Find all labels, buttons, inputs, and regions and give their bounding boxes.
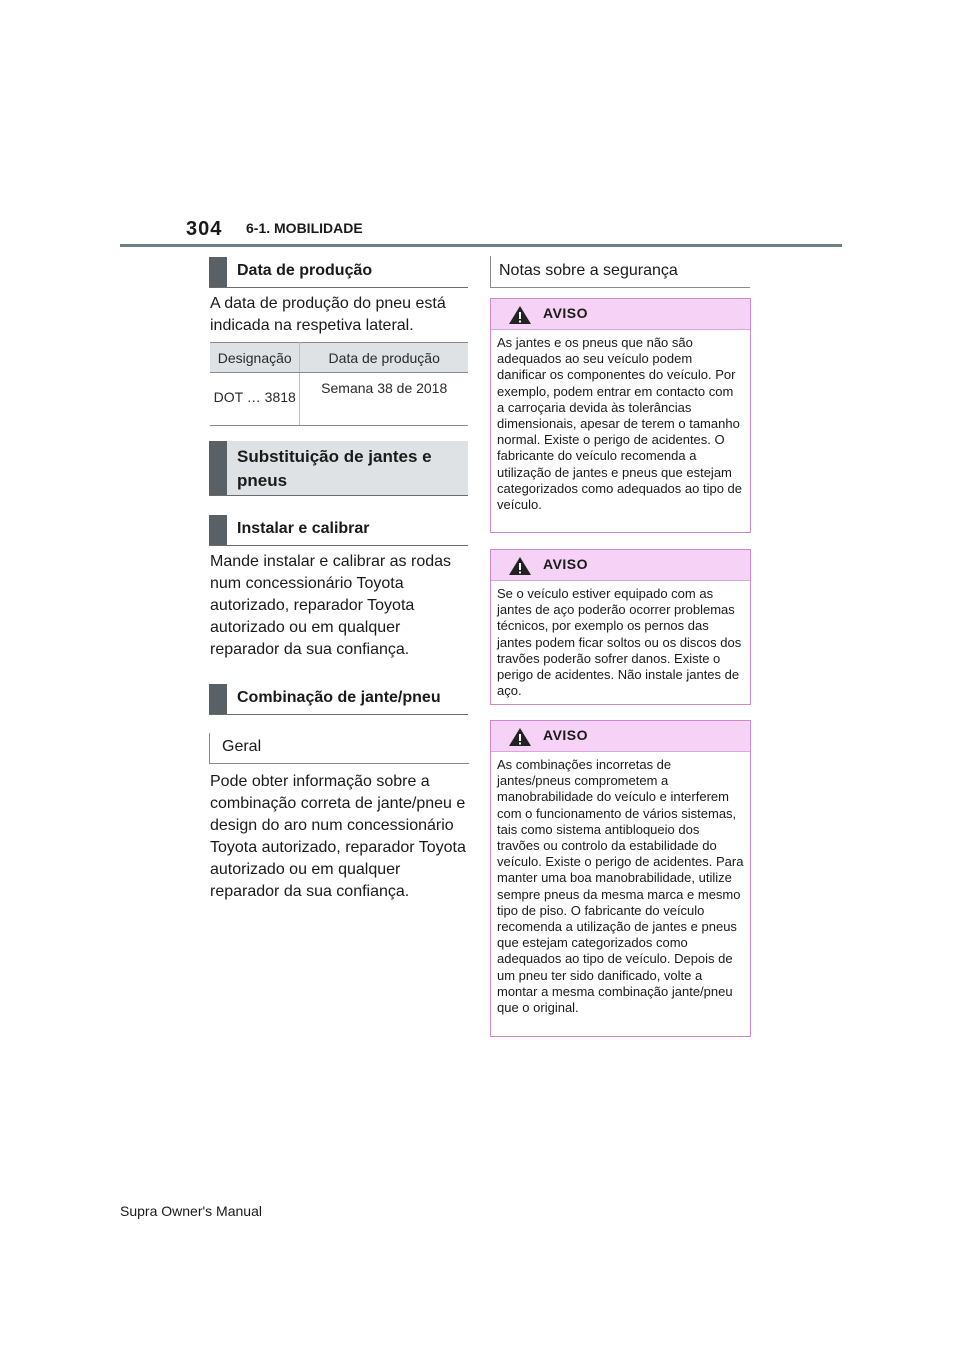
heading-replacement [209, 441, 468, 496]
warning-text: Se o veículo estiver equipado com as jantes de aço poderão ocorrer problemas técnicos, por exemplo os pernos das jantes podem ficar soltos ou os discos dos travões poderão sofrer danos. Existe o perigo de acidentes. Não instale jantes de aço. [497, 586, 742, 699]
heading-install-calibrate [209, 515, 468, 546]
header-rule [120, 244, 842, 247]
warning-title: AVISO [543, 556, 589, 572]
warning-text: As combinações incorretas de jantes/pneus comprometem a manobrabilidade do veículo e interferem com o funcionamento de vários sistemas, tais como sistema antibloqueio dos travões ou controlo da estabilidade do veículo. Existe o perigo de acidentes. Para manter uma boa manobrabilidade, utilize sempre pneus da mesma marca e mesmo tipo de piso. O fabricante do veículo recomenda a utilização de jantes e pneus que estejam categorizados como adequados ao tipo de veículo. Depois de um pneu ter sido danificado, volte a montar a mesma combinação jante/pneu que o original. [497, 757, 744, 1016]
table-header-designation: Designação [210, 343, 300, 373]
warning-box [490, 549, 751, 705]
table-header-production-date: Data de produção [300, 343, 468, 373]
warning-triangle-icon [508, 727, 532, 747]
production-date-table [210, 342, 468, 426]
heading-combination [209, 684, 468, 715]
subheading-text: Geral [222, 738, 262, 755]
table-header-row [210, 343, 468, 373]
warning-title: AVISO [543, 727, 589, 743]
warning-title: AVISO [543, 305, 589, 321]
heading-bar [209, 441, 227, 495]
warning-header [491, 721, 750, 752]
warning-triangle-icon [508, 305, 532, 325]
table-row [210, 373, 468, 426]
warning-header [491, 299, 750, 330]
warning-box [490, 720, 751, 1037]
heading-bar [209, 257, 227, 287]
warning-text: As jantes e os pneus que não são adequados ao seu veículo podem danificar os componentes do veículo. Por exemplo, podem entrar em contacto com a carroçaria devida às tolerâncias dimensionais, apesar de terem o tamanho normal. Existe o perigo de acidentes. O fabricante do veículo recomenda a utilização de jantes e pneus que estejam categorizados como adequados ao tipo de veículo. [497, 335, 743, 513]
heading-text: Combinação de jante/pneu [237, 689, 441, 706]
paragraph-general: Pode obter informação sobre a combinação correta de jante/pneu e design do aro num concessionário Toyota autorizado, reparador Toyota autorizado ou em qualquer reparador da sua confiança. [210, 773, 466, 900]
heading-bar [209, 684, 227, 714]
warning-header [491, 550, 750, 581]
subheading-safety [490, 256, 750, 288]
paragraph-install: Mande instalar e calibrar as rodas num concessionário Toyota autorizado, reparador Toyota autorizado ou em qualquer reparador da sua confiança. [210, 553, 452, 658]
page-number: 304 [186, 218, 223, 240]
heading-production-date [209, 257, 468, 288]
heading-text: Data de produção [237, 262, 373, 279]
table-cell-production-date: Semana 38 de 2018 [300, 373, 468, 426]
paragraph-production: A data de produção do pneu está indicada na respetiva lateral. [210, 295, 446, 334]
section-title: 6-1. MOBILIDADE [246, 220, 363, 236]
subheading-text: Notas sobre a segurança [499, 262, 678, 279]
heading-text: Substituição de jantes e pneus [237, 447, 432, 490]
footer-manual-title: Supra Owner's Manual [120, 1203, 262, 1219]
heading-bar [209, 515, 227, 545]
subheading-general [209, 733, 469, 764]
heading-text: Instalar e calibrar [237, 520, 370, 537]
warning-box [490, 298, 751, 533]
warning-triangle-icon [508, 556, 532, 576]
table-cell-designation: DOT … 3818 [210, 373, 300, 426]
